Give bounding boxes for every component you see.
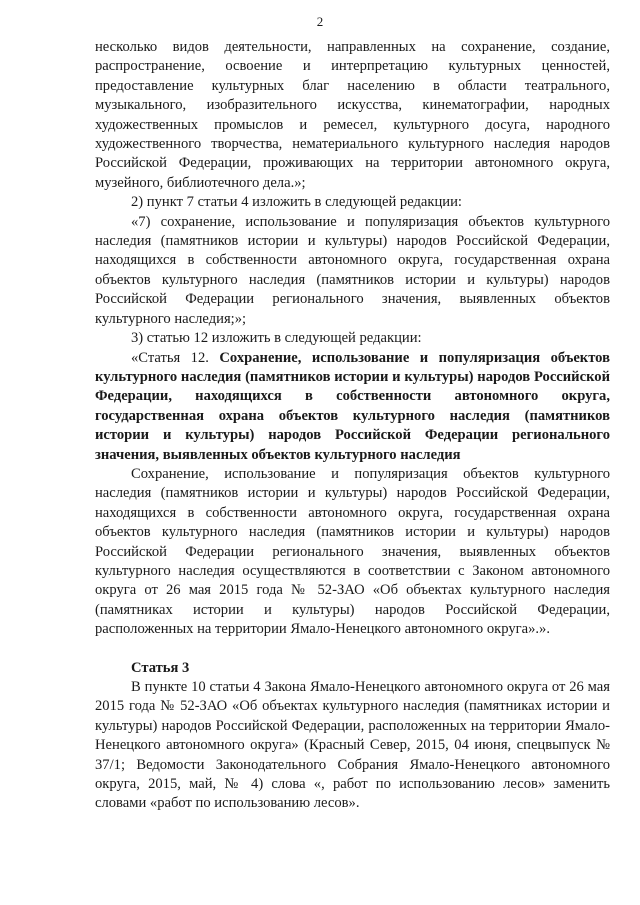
document-body	[95, 38, 610, 814]
item-3-intro: 3) статью 12 изложить в следующей редакции:	[131, 330, 422, 347]
article-12-title: Сохранение, использование и популяризация объектов культурного наследия (памятников истории и культуры) народов Российской Федерации, находящихся в собственности автономного округа, государственная охрана объектов культурного наследия (памятников истории и культуры) народов Российской Федерации регионального значения, выявленных объектов культурного наследия	[95, 349, 610, 463]
paragraph-continuation: несколько видов деятельности, направленных на сохранение, создание, распространение, освоение и интерпретацию культурных ценностей, предоставление культурных благ населению в области театрального, музыкального, изобразительного искусства, кинематографии, народных художественных промыслов и ремесел, культурного досуга, народного художественного творчества, нематериального культурного наследия народов Российской Федерации, проживающих на территории автономного округа, музейного, библиотечного дела.»;	[95, 39, 610, 191]
item-2-text: «7) сохранение, использование и популяризация объектов культурного наследия (памятников истории и культуры) народов Российской Федерации, находящихся в собственности автономного округа, государственная охрана объектов культурного наследия (памятников истории и культуры) народов Российской Федерации регионального значения, выявленных объектов культурного наследия;»;	[95, 213, 610, 327]
article-12-body: Сохранение, использование и популяризация объектов культурного наследия (памятников истории и культуры) народов Российской Федерации, находящихся в собственности автономного округа, государственная охрана объектов культурного наследия (памятников истории и культуры) народов Российской Федерации регионального значения, выявленных объектов культурного наследия осуществляются в соответствии с Законом автономного округа от 26 мая 2015 года № 52-ЗАО «Об объектах культурного наследия (памятниках истории и культуры) народов Российской Федерации, расположенных на территории Ямало-Ненецкого автономного округа».».	[95, 465, 610, 638]
page-number: 2	[316, 14, 324, 29]
article-12-prefix: «Статья 12.	[131, 349, 220, 366]
item-2-intro: 2) пункт 7 статьи 4 изложить в следующей редакции:	[131, 194, 462, 211]
article-3-heading: Статья 3	[131, 659, 190, 676]
section-gap	[95, 640, 610, 659]
article-12-heading	[95, 349, 610, 465]
article-3-body: В пункте 10 статьи 4 Закона Ямало-Ненецкого автономного округа от 26 мая 2015 года № 52-ЗАО «Об объектах культурного наследия (памятниках истории и культуры) народов Российской Федерации, расположенных на территории Ямало-Ненецкого автономного округа» (Красный Север, 2015, 04 июня, спецвыпуск № 37/1; Ведомости Законодательного Собрания Ямало-Ненецкого автономного округа, 2015, май, № 4) слова «, работ по использованию лесов» заменить словами «работ по использованию лесов».	[95, 679, 610, 812]
